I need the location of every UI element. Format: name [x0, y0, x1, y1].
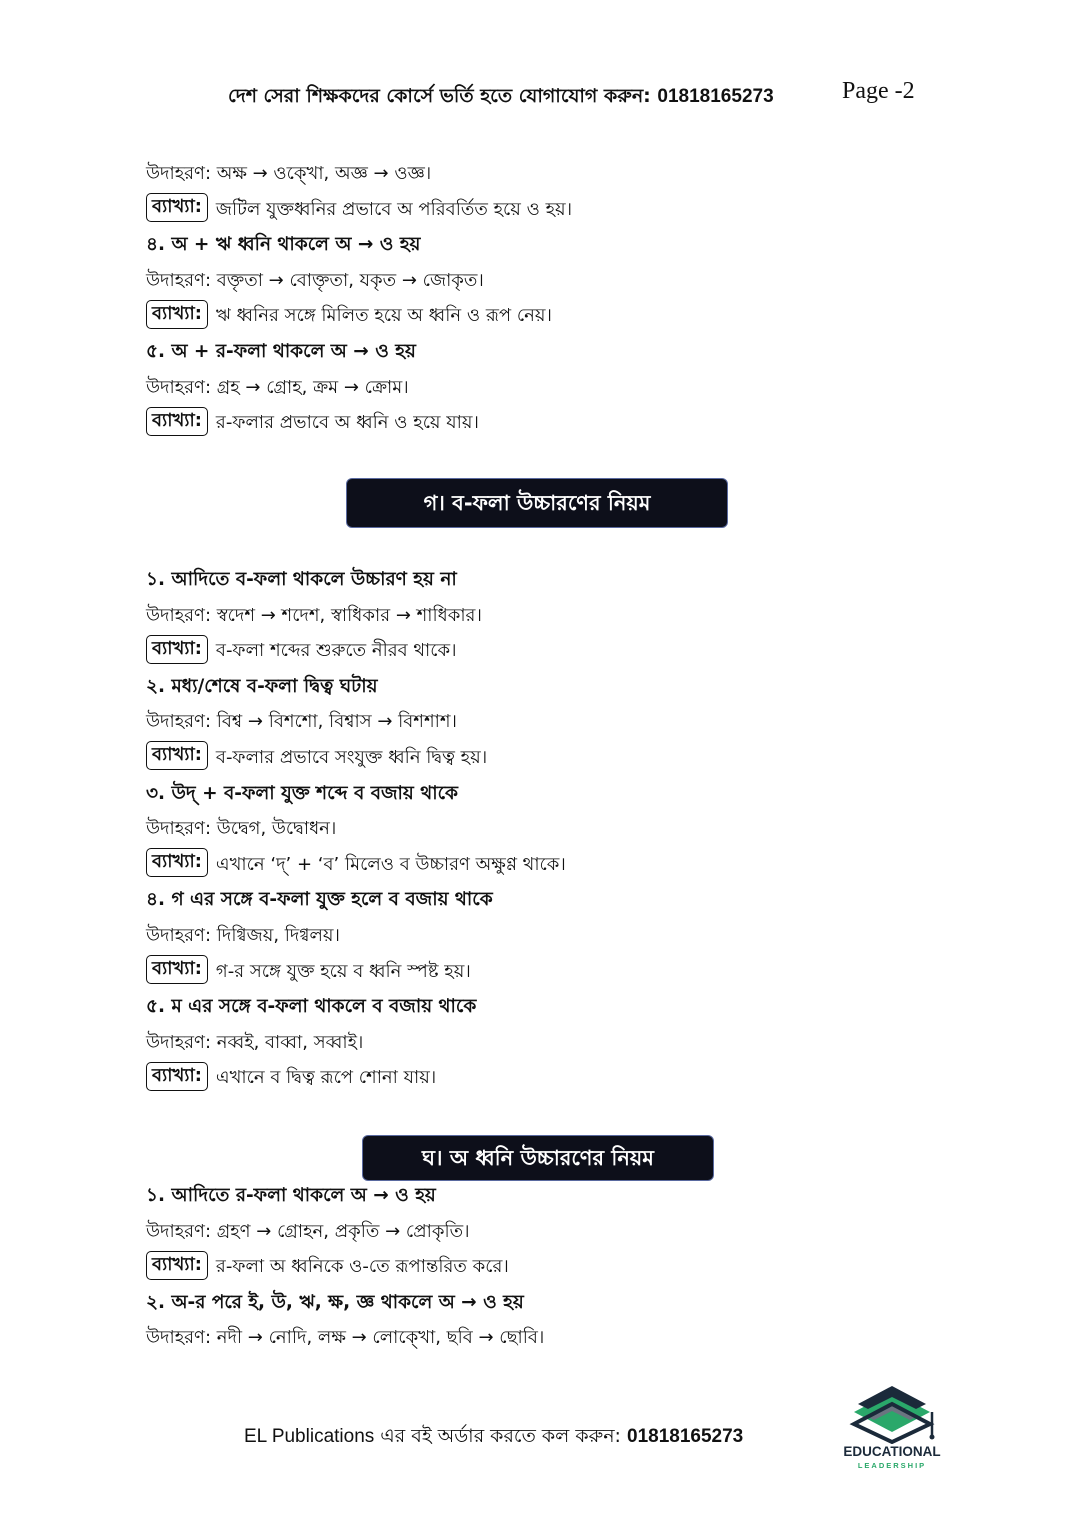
- rule-heading: ৫. অ + র-ফলা থাকলে অ → ও হয়: [146, 340, 416, 362]
- explanation-text: ব-ফলার প্রভাবে সংযুক্ত ধ্বনি দ্বিত্ব হয়।: [215, 746, 488, 768]
- explanation-text: গ-র সঙ্গে যুক্ত হয়ে ব ধ্বনি স্পষ্ট হয়।: [215, 960, 471, 982]
- explanation-label: ব্যাখ্যা:: [146, 407, 208, 436]
- logo-name: EDUCATIONAL: [843, 1444, 941, 1459]
- explanation-label: ব্যাখ্যা:: [146, 955, 208, 984]
- section-heading-o-dhoni: [362, 1135, 714, 1181]
- section-heading-b-fola-text: গ। ব-ফলা উচ্চারণের নিয়ম: [423, 491, 651, 515]
- page-number: Page -2: [842, 78, 915, 104]
- footer-order-text: এর বই অর্ডার করতে কল করুন:: [374, 1425, 628, 1447]
- explanation-line: [146, 740, 966, 776]
- explanation-label: ব্যাখ্যা:: [146, 848, 208, 877]
- footer-phone: 01818165273: [627, 1426, 744, 1447]
- example-line: উদাহরণ: স্বদেশ → শদেশ, স্বাধিকার → শাধিকার।: [146, 604, 482, 626]
- page-header: [0, 78, 1080, 114]
- explanation-line: [146, 405, 966, 441]
- explanation-label: ব্যাখ্যা:: [146, 1251, 208, 1280]
- example-line: উদাহরণ: গ্রহ → গ্রোহ, ক্রম → ক্রোম।: [146, 376, 409, 398]
- explanation-text: জটিল যুক্তধ্বনির প্রভাবে অ পরিবর্তিত হয়ে ও হয়।: [215, 198, 573, 220]
- footer-order-line: [244, 1422, 743, 1454]
- section-heading-b-fola: [346, 478, 728, 528]
- example-line: উদাহরণ: গ্রহণ → গ্রোহন, প্রকৃতি → প্রোকৃতি।: [146, 1220, 470, 1242]
- example-line: উদাহরণ: নদী → নোদি, লক্ষ → লোক্খো, ছবি → ছোবি।: [146, 1327, 545, 1349]
- explanation-line: [146, 1249, 966, 1285]
- example-line: উদাহরণ: অক্ষ → ওক্খো, অজ্ঞ → ওজ্ঞ।: [146, 163, 432, 184]
- explanation-line: [146, 954, 966, 990]
- explanation-text: র-ফলা অ ধ্বনিকে ও-তে রূপান্তরিত করে।: [215, 1256, 509, 1278]
- rule-heading: ৫. ম এর সঙ্গে ব-ফলা থাকলে ব বজায় থাকে: [146, 996, 477, 1018]
- explanation-label: ব্যাখ্যা:: [146, 635, 208, 664]
- educational-leadership-logo: [832, 1384, 952, 1474]
- rule-heading: ১. আদিতে র-ফলা থাকলে অ → ও হয়: [146, 1185, 436, 1206]
- explanation-label: ব্যাখ্যা:: [146, 1062, 208, 1091]
- explanation-line: [146, 1060, 966, 1096]
- explanation-line: [146, 298, 966, 334]
- header-phone: 01818165273: [657, 86, 774, 107]
- section-heading-o-dhoni-text: ঘ। অ ধ্বনি উচ্চারণের নিয়ম: [422, 1146, 654, 1170]
- footer-brand: EL Publications: [244, 1426, 375, 1447]
- header-contact-text: দেশ সেরা শিক্ষকদের কোর্সে ভর্তি হতে যোগাযোগ করুন:: [228, 85, 658, 107]
- explanation-label: ব্যাখ্যা:: [146, 193, 208, 222]
- explanation-text: ঋ ধ্বনির সঙ্গে মিলিত হয়ে অ ধ্বনি ও রূপ নেয়।: [215, 305, 552, 327]
- explanation-label: ব্যাখ্যা:: [146, 741, 208, 770]
- explanation-line: [146, 192, 966, 228]
- example-line: উদাহরণ: দিগ্বিজয়, দিগ্বলয়।: [146, 924, 340, 946]
- section-b-fola-rules: [146, 562, 966, 1096]
- rule-heading: ৩. উদ্ + ব-ফলা যুক্ত শব্দে ব বজায় থাকে: [146, 782, 458, 804]
- example-line: উদাহরণ: বক্তৃতা → বোক্তৃতা, যকৃত → জোকৃত।: [146, 269, 484, 291]
- rule-heading: ২. মধ্য/শেষে ব-ফলা দ্বিত্ব ঘটায়: [146, 675, 378, 697]
- rule-heading: ৪. গ এর সঙ্গে ব-ফলা যুক্ত হলে ব বজায় থাকে: [146, 889, 493, 911]
- rule-heading: ১. আদিতে ব-ফলা থাকলে উচ্চারণ হয় না: [146, 569, 457, 590]
- explanation-text: র-ফলার প্রভাবে অ ধ্বনি ও হয়ে যায়।: [215, 412, 479, 434]
- explanation-line: [146, 633, 966, 669]
- header-contact: [228, 82, 774, 114]
- example-line: উদাহরণ: বিশ্ব → বিশশো, বিশ্বাস → বিশশাশ।: [146, 711, 457, 733]
- logo-mark-icon: [832, 1384, 952, 1444]
- explanation-text: এখানে ‘দ্’ + ‘ব’ মিলেও ব উচ্চারণ অক্ষুণ্ণ থাকে।: [215, 853, 566, 875]
- section-o-dhoni-rules: [146, 1178, 966, 1356]
- explanation-text: ব-ফলা শব্দের শুরুতে নীরব থাকে।: [215, 640, 457, 662]
- section-o-rules-continued: [146, 156, 966, 441]
- rule-heading: ৪. অ + ঋ ধ্বনি থাকলে অ → ও হয়: [146, 234, 421, 256]
- explanation-label: ব্যাখ্যা:: [146, 300, 208, 329]
- example-line: উদাহরণ: উদ্বেগ, উদ্বোধন।: [146, 818, 337, 840]
- explanation-text: এখানে ব দ্বিত্ব রূপে শোনা যায়।: [215, 1067, 437, 1089]
- logo-subtitle: LEADERSHIP: [857, 1461, 927, 1470]
- explanation-line: [146, 847, 966, 883]
- example-line: উদাহরণ: নব্বই, বাব্বা, সব্বাই।: [146, 1031, 364, 1053]
- rule-heading: ২. অ-র পরে ই, উ, ঋ, ক্ষ, জ্ঞ থাকলে অ → ও হয়: [146, 1291, 524, 1313]
